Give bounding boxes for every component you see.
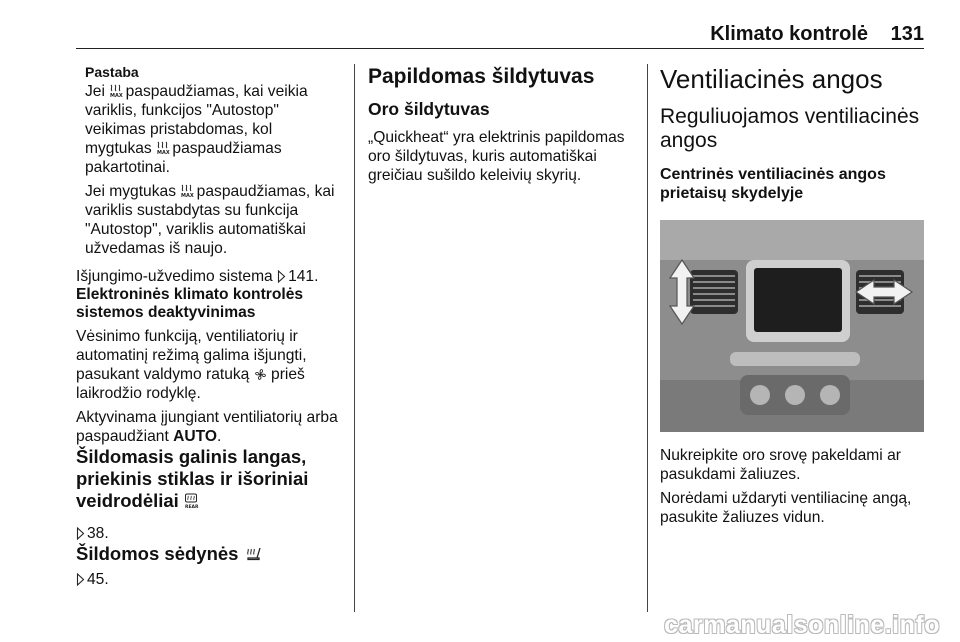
text-run: paspaudžiamas, kai variklis sustabdytas su funkcija "Autostop", variklis automatiškai užvedamas iš naujo. [85,183,335,257]
dashboard-vents-photo [660,220,924,432]
paragraph [76,327,342,403]
page-reference [76,524,342,543]
note-title: Pastaba [85,64,139,80]
max-defrost-icon [180,184,195,199]
seat-heat-icon [244,546,262,562]
auto-button-label: AUTO [173,428,218,445]
page-reference-arrow-icon [76,527,85,540]
text-run: 141. [288,268,319,285]
paragraph [76,408,342,446]
svg-text:MAX: MAX [110,93,123,99]
max-defrost-icon [156,141,168,155]
column-left [76,64,342,589]
page-reference-arrow-icon [277,270,286,283]
page-reference-arrow-icon [76,573,85,586]
column-divider [647,64,648,612]
text-run: prieš laikrodžio rodyklę. [76,366,305,402]
subheading: Centrinės ventiliacinės angos prietaisų skydelyje [660,166,886,202]
svg-text:MAX: MAX [181,193,195,199]
note-box [76,64,342,258]
subheading: Oro šildytuvas [368,99,490,119]
text-run: . [217,428,222,445]
page-number: 131 [890,23,924,45]
text-run: 38. [87,525,109,542]
fan-icon [254,368,267,381]
section-heading: Ventiliacinės angos [660,64,883,94]
svg-text:REAR: REAR [184,505,199,510]
paragraph: „Quickheat“ yra elektrinis papildomas oro šildytuvas, kuris automatiškai greičiau sušildo keleivių skyrių. [368,129,625,184]
text-run: Vėsinimo funkciją, ventiliatorių ir automatinį režimą galima išjungti, pasukant valdymo ratuką [76,328,307,383]
text-run: Šildomasis galinis langas, priekinis stiklas ir išoriniai veidrodėliai [76,446,309,511]
note-paragraph [85,182,342,258]
page-header [76,22,924,49]
paragraph: Norėdami uždaryti ventiliacinę angą, pasukite žaliuzes vidun. [660,490,912,526]
note-paragraph [85,82,342,177]
text-run: Išjungimo-užvedimo sistema [76,268,278,285]
text-run: paspaudžiamas, kai veikia variklis, funkcijos "Autostop" veikimas pristabdomas, kol mygtukas [85,83,308,157]
section-title: Klimato kontrolė [710,23,868,45]
column-divider [354,64,355,612]
page-reference [76,267,342,286]
paragraph: Nukreipkite oro srovę pakeldami ar pasukdami žaliuzes. [660,447,901,483]
watermark: carmanualsonline.info [664,611,940,639]
text-run: Jei mygtukas [85,183,181,200]
column-right [660,64,930,527]
svg-text:MAX: MAX [157,150,170,156]
subheading [76,543,342,565]
max-defrost-icon [109,84,121,98]
subheading: Reguliuojamos ventiliacinės angos [660,105,920,152]
rear-window-heat-icon [184,493,198,509]
text-run: Šildomos sėdynės [76,543,239,564]
subheading [76,446,342,512]
page-reference [76,570,342,589]
text-run: paspaudžiamas pakartotinai. [85,140,282,176]
section-heading: Papildomas šildytuvas [368,65,595,88]
subheading: Elektroninės klimato kontrolės sistemos deaktyvinimas [76,286,304,321]
text-run: 45. [87,571,109,588]
text-run: Aktyvinama įjungiant ventiliatorių arba paspaudžiant [76,409,338,445]
text-run: Jei [85,83,110,100]
column-middle [368,64,642,185]
